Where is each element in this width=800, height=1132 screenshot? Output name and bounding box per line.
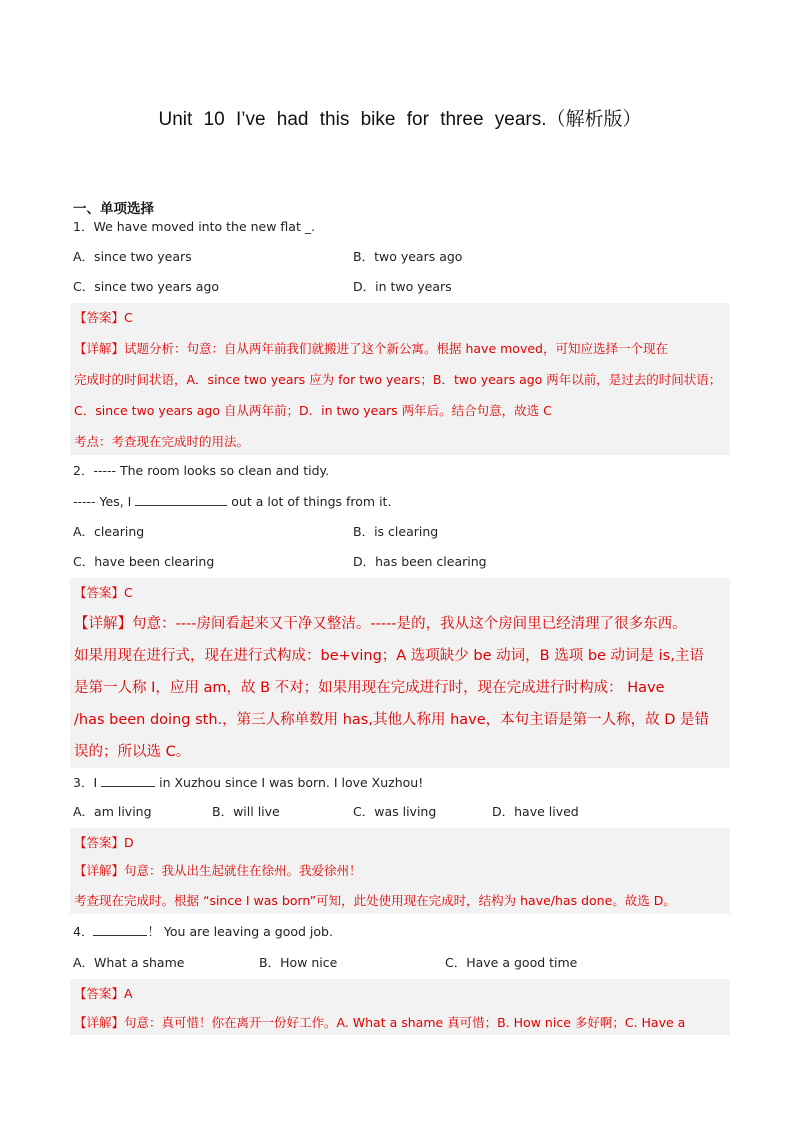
question-2-stem: 2．----- The room looks so clean and tidy. [73,463,330,478]
q2-option-a: A．clearing [73,524,145,539]
q2-answer: 【答案】C [74,585,133,600]
q1-option-b: B．two years ago [353,249,463,264]
q4-explanation-line: 【详解】句意：真可惜！你在离开一份好工作。A. What a shame 真可惜；B. How nice 多好啊；C. Have a [74,1015,686,1030]
q3-option-b: B．will live [212,804,280,819]
q3-option-a: A．am living [73,804,152,819]
q1-option-d: D．in two years [353,279,452,294]
q2-explanation-line: 是第一人称 I，应用 am，故 B 不对；如果用现在完成进行时，现在完成进行时构成： Have [74,680,665,696]
question-1-stem: 1．We have moved into the new flat _. [73,219,316,234]
q3-answer-box [70,828,730,914]
question-3-stem: 3．I in Xuzhou since I was born. I love Xuzhou! [73,775,424,790]
q1-answer: 【答案】C [74,310,133,325]
q4-answer-box [70,979,730,1035]
q1-explanation-line: 考点：考查现在完成时的用法。 [74,434,250,449]
q1-option-c: C．since two years ago [73,279,220,294]
question-2-stem-line2: ----- Yes, I out a lot of things from it. [73,494,392,509]
q4-option-b: B．How nice [259,955,338,970]
q1-option-a: A．since two years [73,249,192,264]
page-title: Unit 10 I’ve had this bike for three years.（解析版） [158,109,642,130]
q3-explanation-line: 考查现在完成时。根据 “since I was born”可知，此处使用现在完成时，结构为 have/has done。故选 D。 [74,893,676,908]
answer-blank [135,493,227,506]
answer-blank [93,923,147,936]
q4-answer: 【答案】A [74,986,133,1001]
q3-explanation-line: 【详解】句意：我从出生起就住在徐州。我爱徐州！ [74,863,362,878]
q4-option-a: A．What a shame [73,955,185,970]
q1-explanation-line: 【详解】试题分析：句意：自从两年前我们就搬进了这个新公寓。根据 have moved，可知应选择一个现在 [74,341,668,356]
q2-explanation-line: /has been doing sth.，第三人称单数用 has,其他人称用 have，本句主语是第一人称，故 D 是错 [74,712,710,728]
q1-explanation-line: C．since two years ago 自从两年前；D．in two years 两年后。结合句意，故选 C [74,403,552,418]
q2-option-c: C．have been clearing [73,554,215,569]
q2-answer-box [70,578,730,768]
q1-answer-box [70,303,730,455]
q2-option-b: B．is clearing [353,524,439,539]
section-heading: 一、单项选择 [73,201,154,217]
q1-explanation-line: 完成时的时间状语，A．since two years 应为 for two years；B．two years ago 两年以前，是过去的时间状语； [74,372,722,387]
q3-option-d: D．have lived [492,804,579,819]
q3-answer: 【答案】D [74,835,134,850]
q4-option-c: C．Have a good time [445,955,578,970]
q2-explanation-line: 如果用现在进行式，现在进行式构成：be+ving；A 选项缺少 be 动词，B 选项 be 动词是 is,主语 [74,648,704,664]
answer-blank [101,774,155,787]
question-4-stem: 4． ！ You are leaving a good job. [73,924,333,939]
q2-explanation-line: 误的；所以选 C。 [74,744,191,760]
q2-option-d: D．has been clearing [353,554,487,569]
q2-explanation-line: 【详解】句意：----房间看起来又干净又整洁。-----是的，我从这个房间里已经清理了很多东西。 [74,616,687,632]
q3-option-c: C．was living [353,804,437,819]
